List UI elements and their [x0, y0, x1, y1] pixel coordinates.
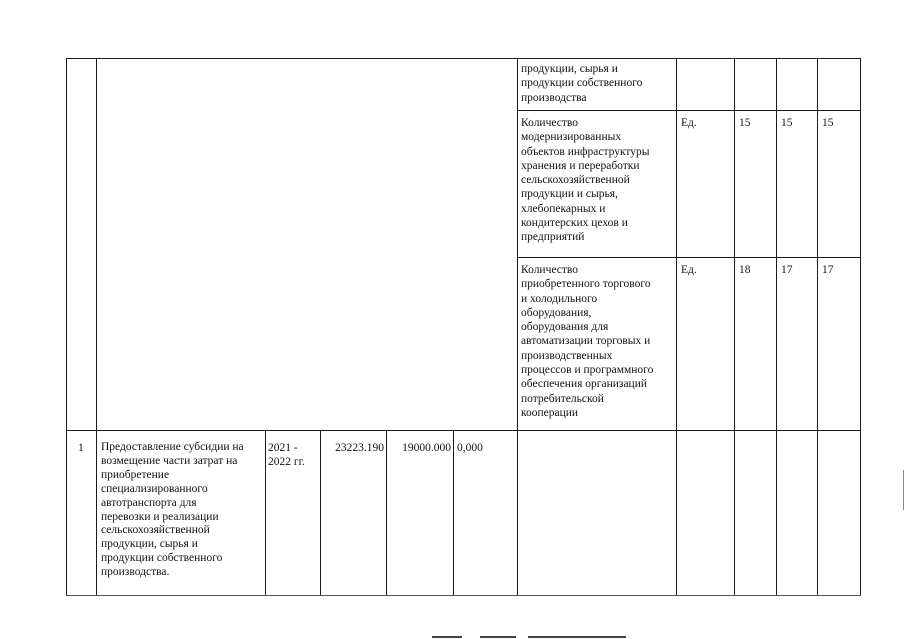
scan-artifact	[528, 636, 626, 638]
implementation-period: 2021 - 2022 гг.	[268, 442, 305, 469]
table-border-bottom	[66, 595, 861, 596]
amount-column-3: 0,000	[457, 442, 483, 454]
indicator-name: Количество приобретенного торгового и холодильного оборудования, оборудования для автоматизации торговых и производственных процессов и программного обеспечения организаций потребительской кооперации	[521, 264, 654, 419]
table-grid-line	[386, 430, 387, 595]
table-grid-line	[817, 58, 818, 595]
table-grid-line	[453, 430, 454, 595]
table-grid-line	[734, 58, 735, 595]
scan-artifact	[480, 636, 516, 638]
scan-artifact	[903, 470, 904, 510]
indicator-value: 17	[822, 264, 834, 276]
indicator-unit: Ед.	[681, 264, 697, 276]
table-grid-line	[320, 430, 321, 595]
amount-column-2: 19000.000	[402, 442, 451, 454]
table-grid-line	[676, 58, 677, 595]
scan-artifact	[432, 636, 462, 638]
indicator-value: 18	[739, 264, 751, 276]
table-grid-line	[96, 58, 97, 595]
indicator-unit: Ед.	[681, 117, 697, 129]
table-grid-line	[517, 110, 861, 111]
table-grid-line	[66, 430, 861, 431]
indicator-value: 17	[781, 264, 793, 276]
table-grid-line	[517, 58, 518, 595]
indicator-value: 15	[822, 117, 834, 129]
measure-description: Предоставление субсидии на возмещение части затрат на приобретение специализированного автотранспорта для перевозки и реализации сельскохозяйственной продукции, сырья и продукции собственного производства.	[101, 441, 244, 579]
table-border-left	[66, 58, 67, 595]
table-border-top	[66, 58, 861, 59]
table-border-right	[860, 58, 861, 595]
indicator-name: Количество модернизированных объектов инфраструктуры хранения и переработки сельскохозяйственной продукции и сырья, хлебопекарных и кондитерских цехов и предприятий	[521, 117, 650, 244]
table-grid-line	[517, 257, 861, 258]
table-grid-line	[776, 58, 777, 595]
amount-total: 23223.190	[335, 442, 384, 454]
indicator-value: 15	[739, 117, 751, 129]
indicator-value: 15	[781, 117, 793, 129]
table-grid-line	[265, 430, 266, 595]
row-number: 1	[78, 442, 84, 454]
indicator-name: продукции, сырья и продукции собственного производства	[521, 63, 643, 104]
